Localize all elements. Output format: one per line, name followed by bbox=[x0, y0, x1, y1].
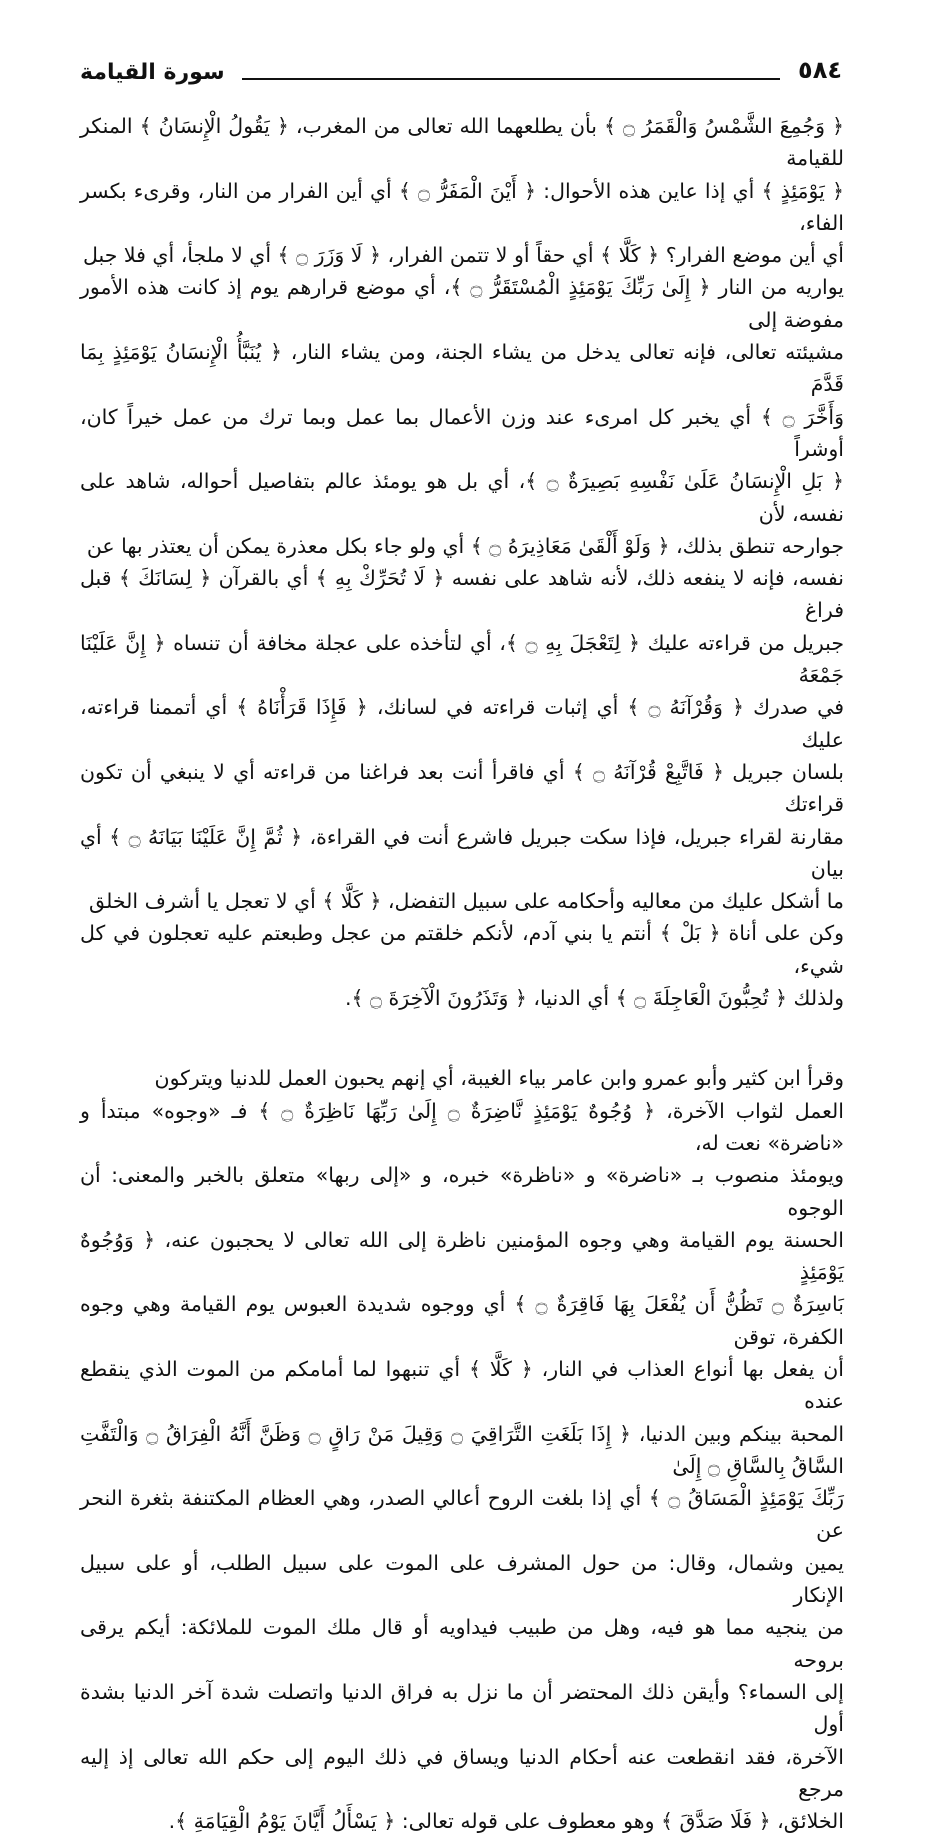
text-line: ما أشكل عليك من معاليه وأحكامه على سبيل التفضل، ﴿ كَلَّا ﴾ أي لا تعجل يا أشرف الخلق bbox=[89, 889, 844, 914]
text-line: وكن على أناة ﴿ بَلْ ﴾ أنتم يا بني آدم، لأنكم خلقتم من عجل وطبعتم عليه تعجلون في كل شيء، bbox=[80, 921, 844, 978]
text-line: ﴿ يَوْمَئِذٍ ﴾ أي إذا عاين هذه الأحوال: ﴿ أَيْنَ الْمَفَرُّ ۝ ﴾ أي أين الفرار من النار، وقرىء بكسر الفاء، bbox=[80, 178, 845, 235]
text-line: جبريل من قراءته عليك ﴿ لِتَعْجَلَ بِهِ ۝ ﴾، أي لتأخذه على عجلة مخافة أن تنساه ﴿ إِنَّ عَلَيْنَا جَمْعَهُ bbox=[80, 630, 844, 688]
text-line: أي أين موضع الفرار؟ ﴿ كَلَّا ﴾ أي حقاً أو لا تتمن الفرار، ﴿ لَا وَزَرَ ۝ ﴾ أي لا ملجأ، أي فلا جبل bbox=[82, 243, 844, 268]
text-line: ﴿ وَجُمِعَ الشَّمْسُ وَالْقَمَرُ ۝ ﴾ بأن يطلعهما الله تعالى من المغرب، ﴿ يَقُولُ الْإِنسَانُ ﴾ المنكر للقيامة bbox=[80, 114, 844, 171]
text-line: بَاسِرَةٌ ۝ تَظُنُّ أَن يُفْعَلَ بِهَا فَاقِرَةٌ ۝ ﴾ أي ووجوه شديدة العبوس يوم القيامة وهي وجوه الكفرة، توقن bbox=[80, 1292, 844, 1349]
text-line: المحبة بينكم وبين الدنيا، ﴿ إِذَا بَلَغَتِ التَّرَاقِيَ ۝ وَقِيلَ مَنْ رَاقٍ ۝ وَظَنَّ أَنَّهُ الْفِرَاقُ ۝ وَالْتَفَّتِ السَّاقُ بِالسَّاقِ ۝ إِلَىٰ bbox=[80, 1421, 845, 1478]
text-line: ﴿ بَلِ الْإِنسَانُ عَلَىٰ نَفْسِهِ بَصِيرَةٌ ۝ ﴾، أي بل هو يومئذ عالم بتفاصيل أحواله، شاهد على نفسه، لأن bbox=[80, 469, 844, 526]
text-line: الآخرة، فقد انقطعت عنه أحكام الدنيا ويساق في ذلك اليوم إلى حكم الله تعالى إذ إليه مرجع bbox=[80, 1744, 844, 1801]
text-line: بلسان جبريل ﴿ فَاتَّبِعْ قُرْآنَهُ ۝ ﴾ أي فاقرأ أنت بعد فراغنا من قراءته أي لا ينبغي أن تكون قراءتك bbox=[80, 759, 844, 817]
text-line: العمل لثواب الآخرة، ﴿ وُجُوهٌ يَوْمَئِذٍ نَّاضِرَةٌ ۝ إِلَىٰ رَبِّهَا نَاظِرَةٌ ۝ ﴾ فـ «وجوه» مبتدأ و «ناضرة» نعت له، bbox=[80, 1098, 844, 1155]
text-line: ويومئذ منصوب بـ «ناضرة» و «ناظرة» خبره، و «إلى ربها» متعلق بالخبر والمعنى: أن الوجوه bbox=[80, 1163, 844, 1220]
text-line: ولذلك ﴿ تُحِبُّونَ الْعَاجِلَةَ ۝ ﴾ أي الدنيا، ﴿ وَتَذَرُونَ الْآخِرَةَ ۝ ﴾. bbox=[344, 986, 844, 1011]
text-line: الحسنة يوم القيامة وهي وجوه المؤمنين ناظرة إلى الله تعالى لا يحجبون عنه، ﴿ وَوُجُوهٌ يَوْمَئِذٍ bbox=[80, 1227, 844, 1285]
surah-title: سورة القيامة bbox=[80, 60, 225, 85]
text-line: إلى السماء؟ وأيقن ذلك المحتضر أن ما نزل به فراق الدنيا واتصلت شدة آخر الدنيا بشدة أول bbox=[80, 1679, 844, 1737]
page-body bbox=[80, 110, 844, 1837]
text-line: الخلائق، ﴿ فَلَا صَدَّقَ ﴾ وهو معطوف على قوله تعالى: ﴿ يَسْأَلُ أَيَّانَ يَوْمُ الْقِيَامَةِ ﴾. bbox=[168, 1809, 844, 1834]
text-line: جوارحه تنطق بذلك، ﴿ وَلَوْ أَلْقَىٰ مَعَاذِيرَهُ ۝ ﴾ أي ولو جاء بكل معذرة يمكن أن يعتذر بها عن bbox=[86, 533, 844, 558]
header-rule bbox=[242, 78, 780, 80]
text-line: أن يفعل بها أنواع العذاب في النار، ﴿ كَلَّا ﴾ أي تنبهوا لما أمامكم من الموت الذي ينقطع عنده bbox=[80, 1356, 844, 1414]
page-number: ٥٨٤ bbox=[798, 56, 842, 84]
text-line: مشيئته تعالى، فإنه تعالى يدخل من يشاء الجنة، ومن يشاء النار، ﴿ يُنَبَّأُ الْإِنسَانُ يَوْمَئِذٍ بِمَا قَدَّمَ bbox=[80, 340, 844, 397]
text-line: يواريه من النار ﴿ إِلَىٰ رَبِّكَ يَوْمَئِذٍ الْمُسْتَقَرُّ ۝ ﴾، أي موضع قرارهم يوم إذ كانت هذه الأمور مفوضة إلى bbox=[80, 275, 845, 332]
commentary-paragraph-1 bbox=[80, 110, 844, 1014]
text-line: نفسه، فإنه لا ينفعه ذلك، لأنه شاهد على نفسه ﴿ لَا تُحَرِّكْ بِهِ ﴾ أي بالقرآن ﴿ لِسَانَكَ ﴾ قبل فراغ bbox=[80, 566, 844, 623]
page-header bbox=[80, 52, 842, 92]
commentary-paragraph-2 bbox=[80, 1062, 844, 1837]
text-line: في صدرك ﴿ وَقُرْآنَهُ ۝ ﴾ أي إثبات قراءته في لسانك، ﴿ فَإِذَا قَرَأْنَاهُ ﴾ أي أتممنا قراءته، عليك bbox=[80, 695, 844, 752]
text-line: وَأَخَّرَ ۝ ﴾ أي يخبر كل امرىء عند وزن الأعمال بما عمل وبما ترك من عمل خيراً كان، أوشراً bbox=[80, 404, 844, 461]
text-line: من ينجيه مما هو فيه، وهل من طبيب فيداويه أو قال ملك الموت للملائكة: أيكم يرقى بروحه bbox=[80, 1615, 844, 1672]
text-line: مقارنة لقراء جبريل، فإذا سكت جبريل فاشرع أنت في القراءة، ﴿ ثُمَّ إِنَّ عَلَيْنَا بَيَانَهُ ۝ ﴾ أي بيان bbox=[80, 824, 844, 881]
text-line: يمين وشمال، وقال: من حول المشرف على الموت على سبيل الطلب، أو على سبيل الإنكار bbox=[80, 1550, 844, 1608]
text-line: رَبِّكَ يَوْمَئِذٍ الْمَسَاقُ ۝ ﴾ أي إذا بلغت الروح أعالي الصدر، وهي العظام المكتنفة بثغرة النحر عن bbox=[80, 1486, 845, 1543]
text-line: وقرأ ابن كثير وأبو عمرو وابن عامر بياء الغيبة، أي إنهم يحبون العمل للدنيا ويتركون bbox=[154, 1066, 844, 1091]
